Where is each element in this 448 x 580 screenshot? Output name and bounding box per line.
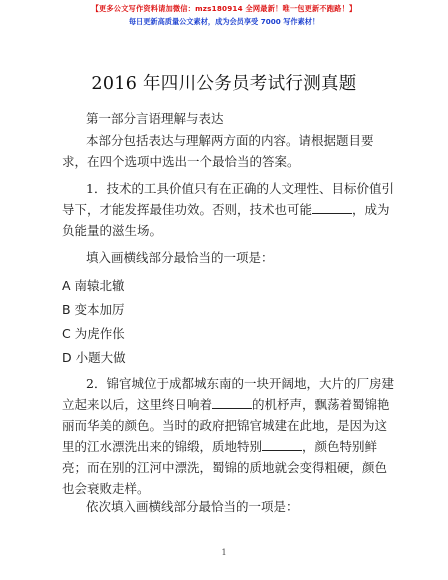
option-a: A 南辕北辙 xyxy=(62,278,125,293)
question-1 xyxy=(62,178,394,241)
option-b: B 变本加厉 xyxy=(62,302,125,317)
answer-blank xyxy=(312,203,352,214)
section-heading: 第一部分言语理解与表达 xyxy=(86,111,224,126)
question-2 xyxy=(62,373,394,499)
question-2-text-c: ，颜色特别鲜亮；而在别的江河中漂洗，蜀锦的质地就会变得粗硬，颜色也会衰败走样。 xyxy=(62,439,388,496)
intro-paragraph: 本部分包括表达与理解两方面的内容。请根据题目要求，在四个选项中选出一个最恰当的答案。 xyxy=(62,133,374,169)
answer-blank xyxy=(212,398,252,409)
page-number: 1 xyxy=(221,548,227,557)
option-d: D 小题大做 xyxy=(62,350,126,365)
promo-banner-line1: 【更多公文写作资料请加微信：mzs180914 全网最新！唯一包更新不跑路！】 xyxy=(91,4,357,13)
question-2-prompt: 依次填入画横线部分最恰当的一项是： xyxy=(86,499,299,514)
question-1-text-a: 1．技术的工具价值只有在正确的人文理性、目标价值引导下，才能发挥最佳功效。否则，技术也可能 xyxy=(62,181,394,217)
answer-blank xyxy=(262,440,302,451)
question-2-text-a: 2．锦官城位于成都城东南的一块开阔地，大片的厂房建立起来以后，这里终日响着 xyxy=(62,376,394,412)
option-c: C 为虎作伥 xyxy=(62,326,125,341)
question-2-text-b: 的机杼声，飘荡着蜀锦艳丽而华美的颜色。当时的政府把锦官城建在此地，是因为这里的江水漂洗出来的锦缎，质地特别 xyxy=(62,397,390,454)
question-1-prompt: 填入画横线部分最恰当的一项是： xyxy=(86,250,274,265)
document-title: 2016 年四川公务员考试行测真题 xyxy=(91,74,357,94)
question-1-text-b: ，成为负能量的滋生场。 xyxy=(62,202,390,238)
promo-banner-line2: 每日更新高质量公文素材，成为会员享受 7000 写作素材！ xyxy=(128,17,320,26)
